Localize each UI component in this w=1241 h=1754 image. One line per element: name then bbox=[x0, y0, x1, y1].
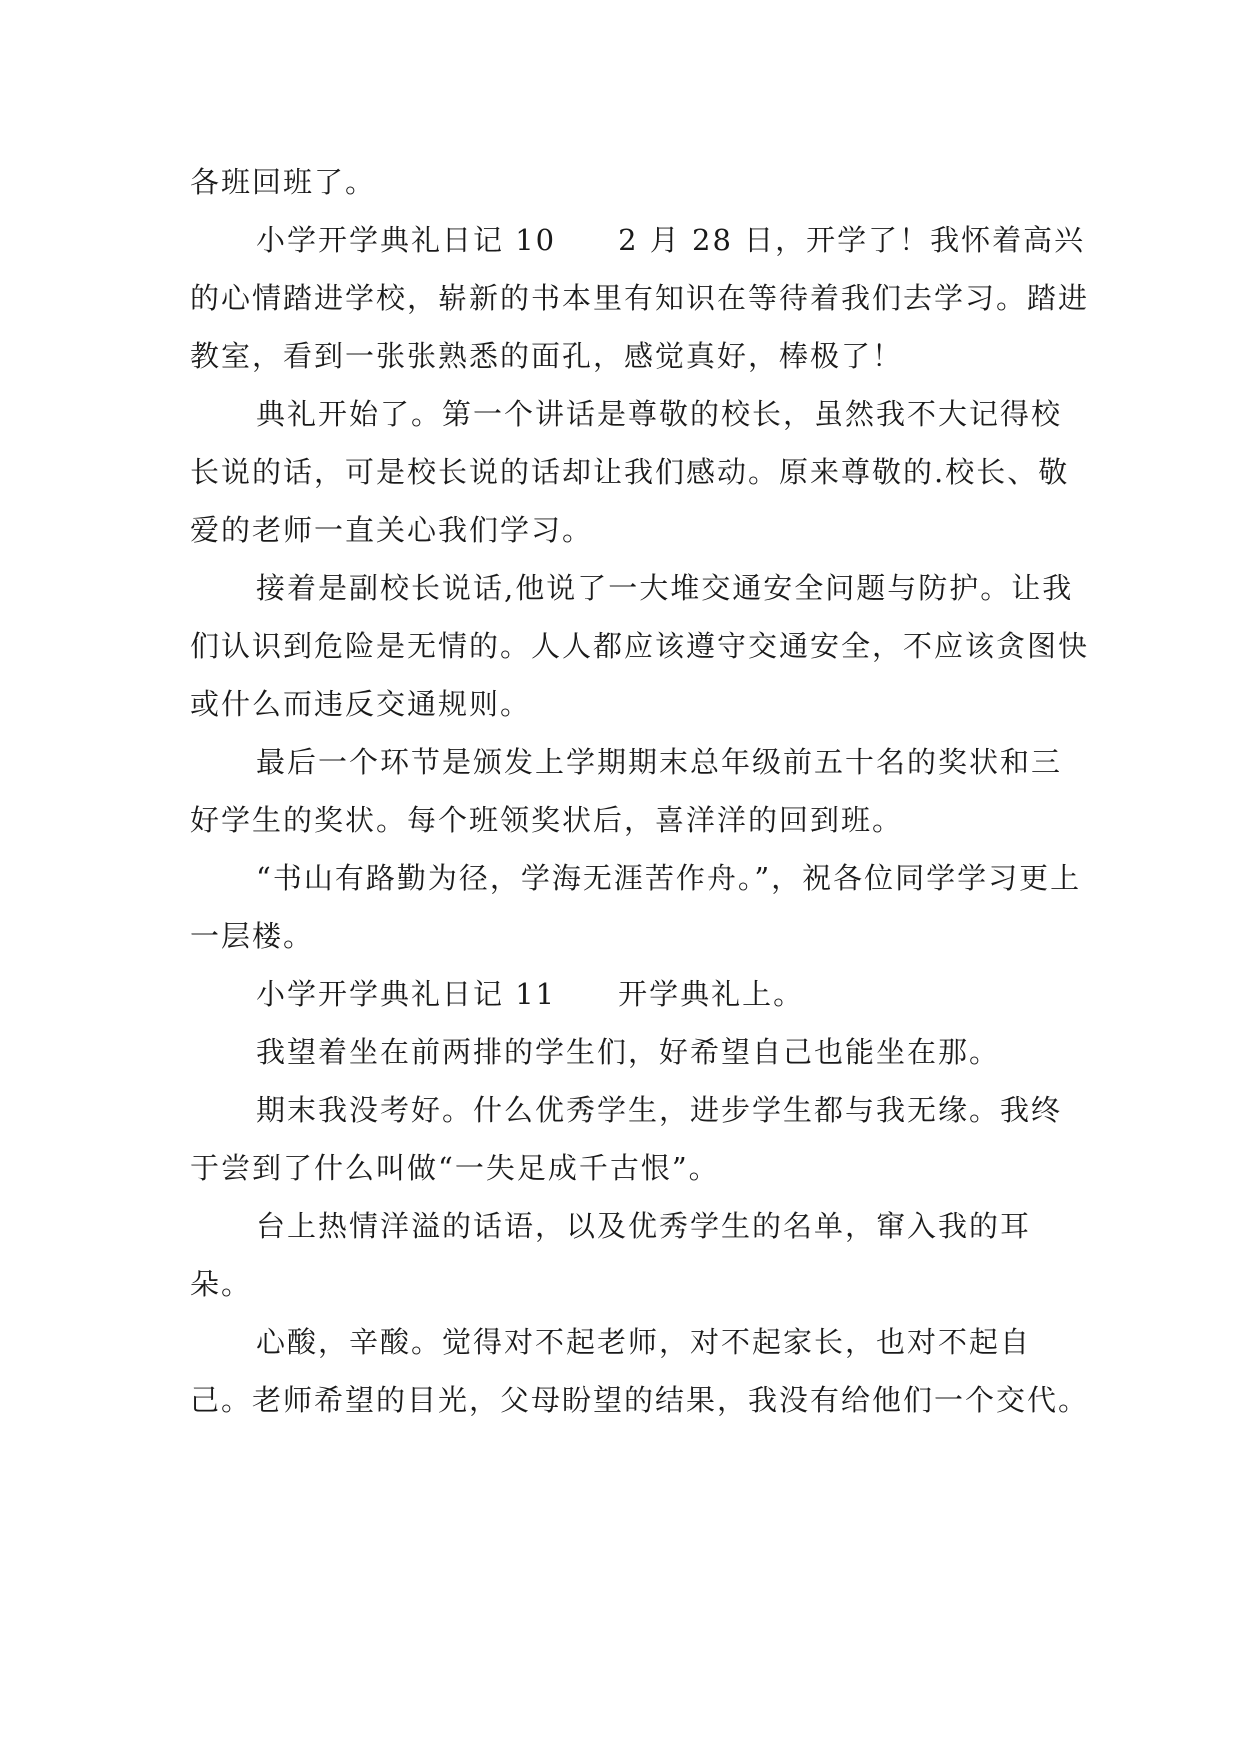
document-body bbox=[190, 153, 1090, 1429]
paragraph: 小学开学典礼日记 11 开学典礼上。 bbox=[256, 977, 805, 1011]
paragraph: “书山有路勤为径，学海无涯苦作舟。”，祝各位同学学习更上一层楼。 bbox=[190, 861, 1082, 953]
paragraph: 小学开学典礼日记 10 2 月 28 日，开学了！我怀着高兴的心情踏进学校，崭新的书本里有知识在等待着我们去学习。踏进教室，看到一张张熟悉的面孔，感觉真好，棒极了！ bbox=[190, 223, 1090, 373]
paragraph: 接着是副校长说话,他说了一大堆交通安全问题与防护。让我们认识到危险是无情的。人人都应该遵守交通安全，不应该贪图快或什么而违反交通规则。 bbox=[190, 571, 1090, 721]
paragraph: 我望着坐在前两排的学生们，好希望自己也能坐在那。 bbox=[256, 1035, 1001, 1069]
paragraph: 典礼开始了。第一个讲话是尊敬的校长，虽然我不大记得校长说的话，可是校长说的话却让我们感动。原来尊敬的.校长、敬爱的老师一直关心我们学习。 bbox=[190, 397, 1070, 547]
paragraph: 各班回班了。 bbox=[190, 165, 377, 199]
paragraph: 期末我没考好。什么优秀学生，进步学生都与我无缘。我终于尝到了什么叫做“一失足成千古恨”。 bbox=[190, 1093, 1063, 1185]
paragraph: 最后一个环节是颁发上学期期末总年级前五十名的奖状和三好学生的奖状。每个班领奖状后，喜洋洋的回到班。 bbox=[190, 745, 1063, 837]
paragraph: 台上热情洋溢的话语，以及优秀学生的名单，窜入我的耳朵。 bbox=[190, 1209, 1032, 1301]
paragraph: 心酸，辛酸。觉得对不起老师，对不起家长，也对不起自己。老师希望的目光，父母盼望的结果，我没有给他们一个交代。 bbox=[190, 1325, 1090, 1417]
